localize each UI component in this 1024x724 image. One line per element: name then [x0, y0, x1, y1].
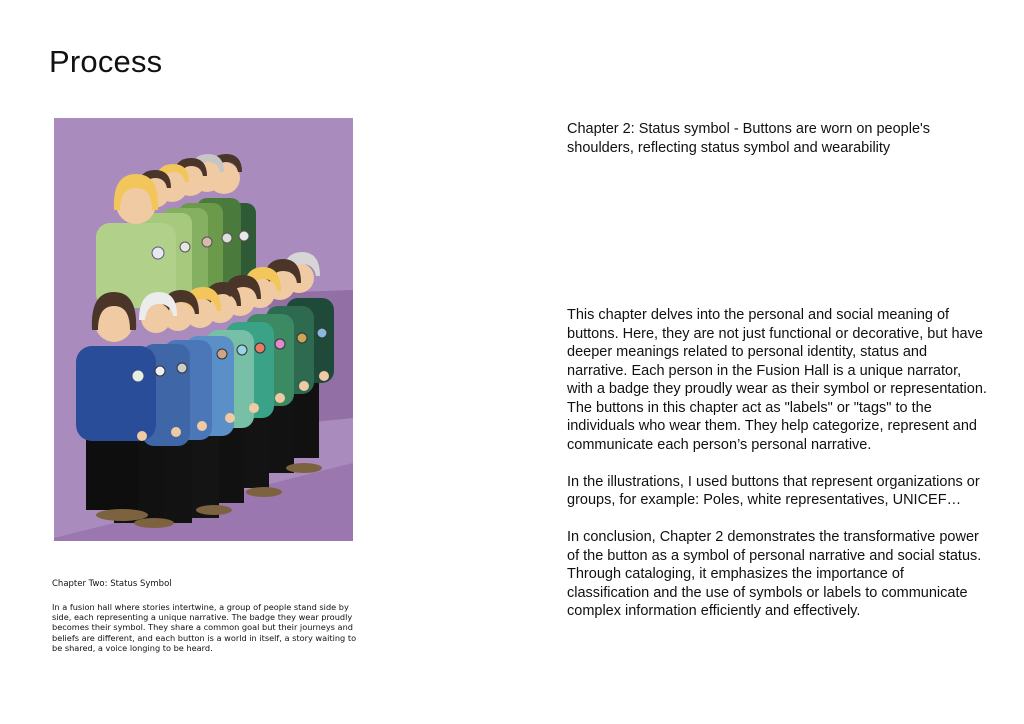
chapter-description: [567, 306, 987, 639]
page-title: Process: [49, 44, 163, 79]
paragraph: In conclusion, Chapter 2 demonstrates the transformative power of the button as a symbol of personal narrative and social status. Through cataloging, it emphasizes the importance of classification and the use of symbols or labels to communicate complex information efficiently and effectively.: [567, 529, 982, 619]
status-symbol-illustration: [54, 118, 353, 541]
chapter-intro: Chapter 2: Status symbol - Buttons are worn on people's shoulders, reflecting status symbol and wearability: [567, 121, 931, 156]
paragraph: In the illustrations, I used buttons that represent organizations or groups, for example: Poles, white representatives, UNICEF…: [567, 473, 980, 508]
paragraph: This chapter delves into the personal and social meaning of buttons. Here, they are not just functional or decorative, but have deeper meanings related to personal identity, status and narrative. Each person in the Fusion Hall is a unique narrator, with a badge they proudly wear as their symbol or representation. The buttons in this chapter act as "labels" or "tags" to the individuals who wear them. They help categorize, represent and communicate each person’s personal narrative.: [567, 307, 987, 453]
caption-title: Chapter Two: Status Symbol: [52, 579, 172, 589]
caption-body: In a fusion hall where stories intertwine, a group of people stand side by side, each representing a unique narrative. The badge they wear proudly becomes their symbol. They share a common goal but their journeys and beliefs are different, and each button is a world in itself, a story waiting to be shared, a voice longing to be heard.: [52, 602, 357, 653]
